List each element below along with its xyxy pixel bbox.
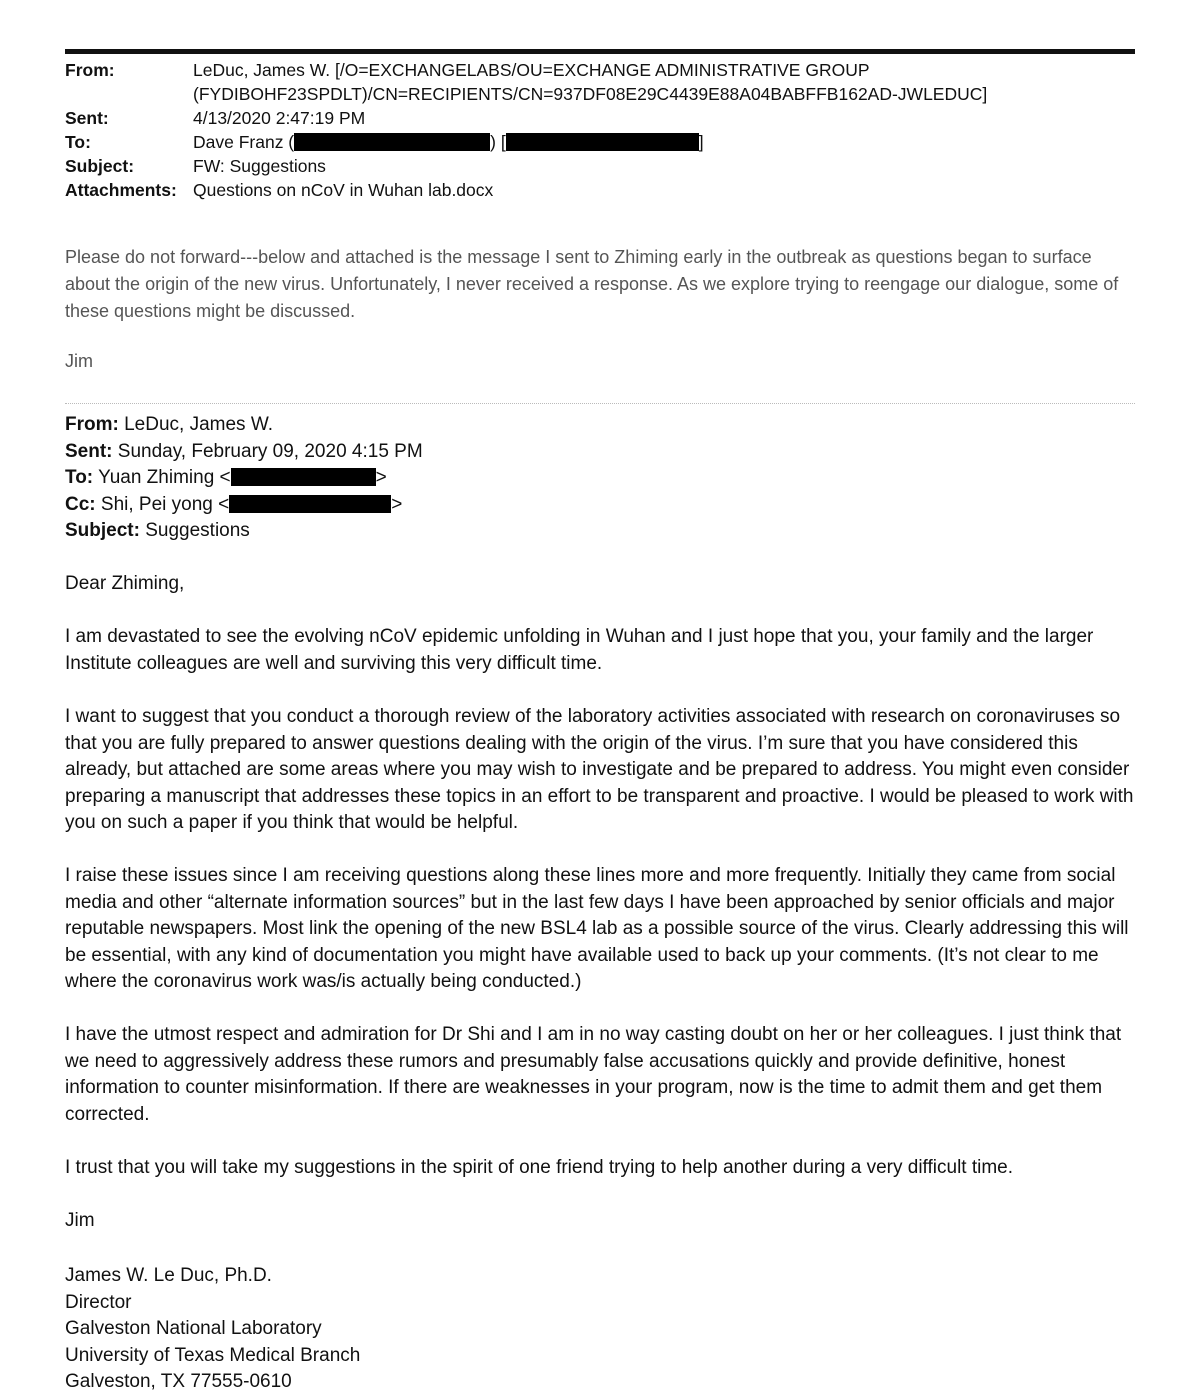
sent-label: Sent:: [65, 108, 109, 128]
sent-value: 4/13/2020 2:47:19 PM: [193, 108, 366, 128]
fwd-subject-label: Subject:: [65, 520, 140, 541]
redaction-box: [294, 133, 490, 151]
greeting: Dear Zhiming,: [65, 573, 185, 594]
redaction-box: [506, 133, 699, 151]
intro-signoff: Jim: [65, 351, 93, 371]
fwd-to-row: [65, 465, 423, 492]
fwd-subject-row: [65, 518, 423, 545]
forwarded-header: [65, 412, 423, 545]
body-paragraph-1: I am devastated to see the evolving nCoV epidemic unfolding in Wuhan and I just hope that you, your family and the larger Institute colleagues are well and surviving this very difficult time.: [65, 626, 1094, 674]
signature-address: Galveston, TX 77555-0610: [65, 1371, 292, 1392]
from-label: From:: [65, 60, 115, 80]
fwd-cc-label: Cc:: [65, 493, 96, 515]
fwd-from-label: From:: [65, 414, 119, 435]
signature-block: [65, 1263, 360, 1396]
email-header: [65, 58, 1140, 208]
signature-title: Director: [65, 1291, 132, 1313]
to-value: [193, 130, 704, 154]
subject-value: FW: Suggestions: [193, 156, 326, 176]
attachments-label: Attachments:: [65, 180, 177, 200]
header-top-rule: [65, 49, 1135, 54]
redaction-box: [229, 495, 391, 513]
fwd-sent-row: [65, 439, 423, 466]
from-value-line1: LeDuc, James W. [/O=EXCHANGELABS/OU=EXCHANGE ADMINISTRATIVE GROUP: [193, 60, 870, 80]
body-signoff: Jim: [65, 1210, 95, 1231]
body-paragraph-4: I have the utmost respect and admiration for Dr Shi and I am in no way casting doubt on her or her colleagues. I just think that we need to aggressively address these rumors and presumably false accusations quickly and provide definitive, honest information to counter misinformation. If there are weaknesses in your program, now is the time to admit them and get them corrected.: [65, 1024, 1122, 1125]
to-prefix: Dave Franz (: [193, 132, 295, 152]
intro-message: Please do not forward---below and attached is the message I sent to Zhiming early in the outbreak as questions began to surface about the origin of the new virus. Unfortunately, I never received a response. As we explore trying to reengage our dialogue, some of these questions might be discussed.: [65, 247, 1119, 321]
body-paragraph-3: I raise these issues since I am receiving questions along these lines more and more frequently. Initially they came from social media and other “alternate information sources” but in the last few days I have been approached by senior officials and major reputable newspapers. Most link the opening of the new BSL4 lab as a possible source of the virus. Clearly addressing this will be essential, with any kind of documentation you might have available used to back up your comments. (It’s not clear to me where the coronavirus work was/is actually being conducted.): [65, 865, 1129, 992]
body-paragraph-5: I trust that you will take my suggestions in the spirit of one friend trying to help another during a very difficult time.: [65, 1157, 1014, 1178]
to-mid: ) [: [490, 132, 506, 152]
from-value-line2: (FYDIBOHF23SPDLT)/CN=RECIPIENTS/CN=937DF08E29C4439E88A04BABFFB162AD-JWLEDUC]: [193, 84, 988, 104]
fwd-from-row: [65, 412, 423, 439]
to-label: To:: [65, 132, 91, 152]
fwd-from-value: LeDuc, James W.: [118, 414, 273, 435]
fwd-cc-suffix: >: [391, 493, 403, 515]
fwd-subject-value: Suggestions: [139, 520, 250, 541]
fwd-cc-row: [65, 492, 423, 519]
fwd-to-suffix: >: [375, 467, 387, 488]
signature-university: University of Texas Medical Branch: [65, 1344, 361, 1366]
body-paragraph-2: I want to suggest that you conduct a thorough review of the laboratory activities associated with research on coronaviruses so that you are fully prepared to answer questions dealing with the origin of the virus. I’m sure that you have considered this already, but attached are some areas where you may wish to investigate and be prepared to address. You might even consider preparing a manuscript that addresses these topics in an effort to be transparent and proactive. I would be pleased to work with you on such a paper if you think that would be helpful.: [65, 706, 1134, 833]
fwd-to-label: To:: [65, 467, 94, 488]
fwd-sent-label: Sent:: [65, 440, 113, 462]
subject-label: Subject:: [65, 156, 135, 176]
fwd-sent-value: Sunday, February 09, 2020 4:15 PM: [112, 440, 423, 462]
redaction-box: [231, 468, 376, 486]
signature-name: James W. Le Duc, Ph.D.: [65, 1265, 272, 1286]
fwd-cc-prefix: Shi, Pei yong <: [95, 493, 230, 515]
to-suffix: ]: [698, 132, 704, 152]
fwd-to-prefix: Yuan Zhiming <: [93, 467, 231, 488]
signature-org: Galveston National Laboratory: [65, 1318, 322, 1339]
attachment-link[interactable]: Questions on nCoV in Wuhan lab.docx: [193, 180, 494, 200]
forward-separator: [65, 403, 1135, 404]
